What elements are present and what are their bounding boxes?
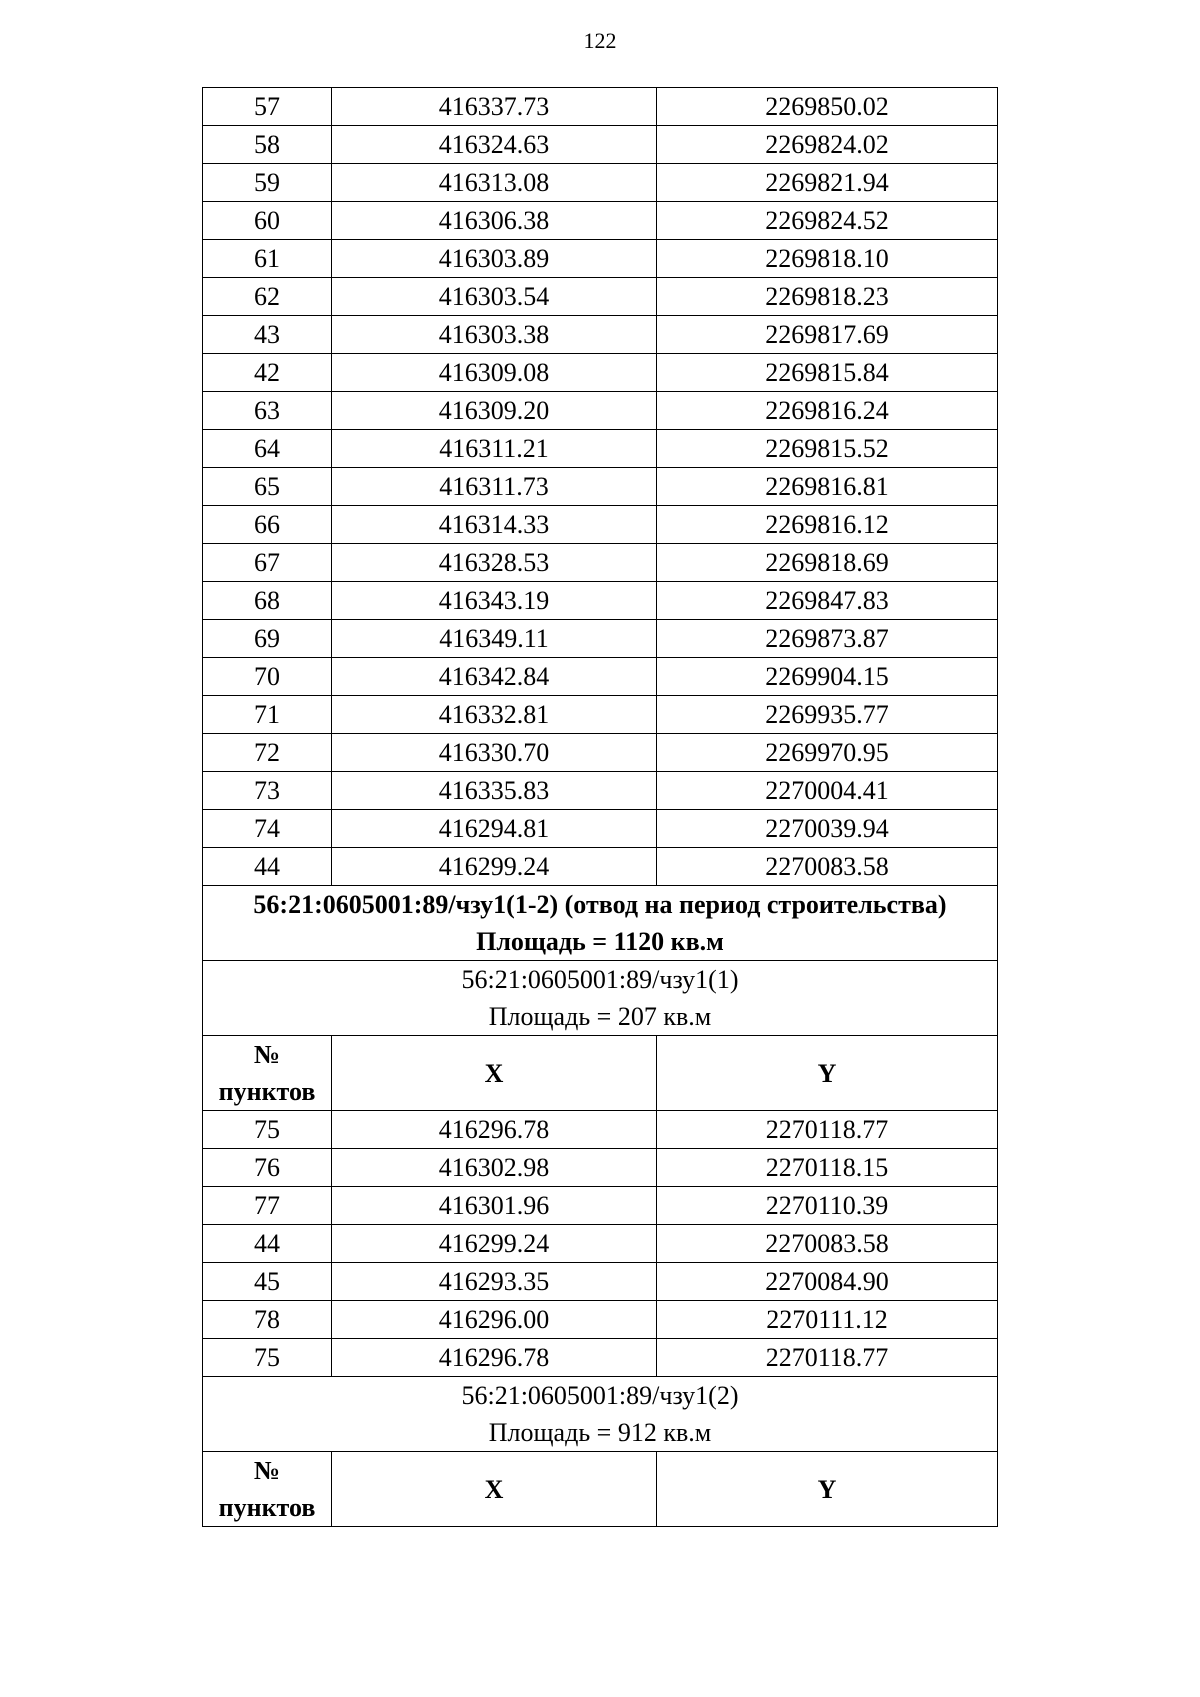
header-y: Y [657, 1036, 998, 1111]
header-x: X [332, 1036, 657, 1111]
point-number-cell: 57 [203, 88, 332, 126]
y-cell: 2269824.52 [657, 202, 998, 240]
table-row [203, 468, 998, 506]
table-row [203, 1187, 998, 1225]
y-cell: 2270111.12 [657, 1301, 998, 1339]
section-title: 56:21:0605001:89/чзу1(1-2) (отвод на период строительства) [253, 890, 947, 919]
y-cell: 2269816.81 [657, 468, 998, 506]
table-row [203, 278, 998, 316]
table-row [203, 696, 998, 734]
subsection-2-row [203, 1377, 998, 1452]
x-cell: 416299.24 [332, 848, 657, 886]
section-title-cell [203, 886, 998, 961]
y-cell: 2269935.77 [657, 696, 998, 734]
point-number-cell: 77 [203, 1187, 332, 1225]
x-cell: 416296.78 [332, 1339, 657, 1377]
y-cell: 2269873.87 [657, 620, 998, 658]
x-cell: 416302.98 [332, 1149, 657, 1187]
point-number-cell: 71 [203, 696, 332, 734]
y-cell: 2270083.58 [657, 1225, 998, 1263]
y-cell: 2269816.12 [657, 506, 998, 544]
y-cell: 2270004.41 [657, 772, 998, 810]
y-cell: 2269850.02 [657, 88, 998, 126]
x-cell: 416313.08 [332, 164, 657, 202]
point-number-cell: 68 [203, 582, 332, 620]
x-cell: 416296.00 [332, 1301, 657, 1339]
header-row-1 [203, 1036, 998, 1111]
y-cell: 2269817.69 [657, 316, 998, 354]
header-num-label: пунктов [218, 1493, 316, 1522]
x-cell: 416309.08 [332, 354, 657, 392]
x-cell: 416303.54 [332, 278, 657, 316]
y-cell: 2269818.10 [657, 240, 998, 278]
point-number-cell: 72 [203, 734, 332, 772]
x-cell: 416311.21 [332, 430, 657, 468]
point-number-cell: 66 [203, 506, 332, 544]
subsection-1-area: Площадь = 207 кв.м [488, 1002, 712, 1031]
header-num [203, 1036, 332, 1111]
y-cell: 2270083.58 [657, 848, 998, 886]
point-number-cell: 76 [203, 1149, 332, 1187]
point-number-cell: 43 [203, 316, 332, 354]
table-row [203, 392, 998, 430]
point-number-cell: 44 [203, 848, 332, 886]
table-row [203, 316, 998, 354]
point-number-cell: 62 [203, 278, 332, 316]
table-row [203, 88, 998, 126]
x-cell: 416332.81 [332, 696, 657, 734]
header-y: Y [657, 1452, 998, 1527]
table-row [203, 1263, 998, 1301]
point-number-cell: 58 [203, 126, 332, 164]
x-cell: 416294.81 [332, 810, 657, 848]
x-cell: 416324.63 [332, 126, 657, 164]
x-cell: 416296.78 [332, 1111, 657, 1149]
table-row [203, 430, 998, 468]
point-number-cell: 42 [203, 354, 332, 392]
point-number-cell: 74 [203, 810, 332, 848]
y-cell: 2269815.52 [657, 430, 998, 468]
point-number-cell: 75 [203, 1339, 332, 1377]
x-cell: 416314.33 [332, 506, 657, 544]
y-cell: 2269970.95 [657, 734, 998, 772]
point-number-cell: 60 [203, 202, 332, 240]
y-cell: 2269824.02 [657, 126, 998, 164]
table-row [203, 734, 998, 772]
x-cell: 416303.89 [332, 240, 657, 278]
subsection-1-cell [203, 961, 998, 1036]
section-area: Площадь = 1120 кв.м [476, 927, 724, 956]
y-cell: 2269818.23 [657, 278, 998, 316]
x-cell: 416299.24 [332, 1225, 657, 1263]
y-cell: 2270084.90 [657, 1263, 998, 1301]
x-cell: 416306.38 [332, 202, 657, 240]
table-row [203, 1225, 998, 1263]
table-row [203, 1111, 998, 1149]
y-cell: 2269818.69 [657, 544, 998, 582]
point-number-cell: 65 [203, 468, 332, 506]
subsection-2-area: Площадь = 912 кв.м [488, 1418, 712, 1447]
table-row [203, 848, 998, 886]
y-cell: 2269816.24 [657, 392, 998, 430]
x-cell: 416301.96 [332, 1187, 657, 1225]
table-row [203, 1149, 998, 1187]
y-cell: 2269821.94 [657, 164, 998, 202]
table-row [203, 164, 998, 202]
table-row [203, 240, 998, 278]
coordinates-table [202, 87, 998, 1527]
x-cell: 416342.84 [332, 658, 657, 696]
table-row [203, 202, 998, 240]
header-num-symbol: № [253, 1456, 281, 1485]
y-cell: 2270118.15 [657, 1149, 998, 1187]
x-cell: 416330.70 [332, 734, 657, 772]
header-num [203, 1452, 332, 1527]
point-number-cell: 67 [203, 544, 332, 582]
table-row [203, 1301, 998, 1339]
y-cell: 2269847.83 [657, 582, 998, 620]
y-cell: 2269904.15 [657, 658, 998, 696]
table-row [203, 772, 998, 810]
section-title-row [203, 886, 998, 961]
x-cell: 416303.38 [332, 316, 657, 354]
header-num-symbol: № [253, 1040, 281, 1069]
point-number-cell: 75 [203, 1111, 332, 1149]
page-number: 122 [583, 28, 617, 53]
subsection-1-title: 56:21:0605001:89/чзу1(1) [461, 965, 739, 994]
point-number-cell: 69 [203, 620, 332, 658]
subsection-2-cell [203, 1377, 998, 1452]
y-cell: 2270118.77 [657, 1339, 998, 1377]
table-row [203, 1339, 998, 1377]
table-row [203, 126, 998, 164]
y-cell: 2270118.77 [657, 1111, 998, 1149]
subsection-2-title: 56:21:0605001:89/чзу1(2) [461, 1381, 739, 1410]
point-number-cell: 59 [203, 164, 332, 202]
header-x: X [332, 1452, 657, 1527]
subsection-1-rows-body [203, 1111, 998, 1377]
point-number-cell: 44 [203, 1225, 332, 1263]
header-num-label: пунктов [218, 1077, 316, 1106]
table-row [203, 582, 998, 620]
table-row [203, 354, 998, 392]
x-cell: 416349.11 [332, 620, 657, 658]
point-number-cell: 78 [203, 1301, 332, 1339]
table-row [203, 544, 998, 582]
header-row-2 [203, 1452, 998, 1527]
x-cell: 416328.53 [332, 544, 657, 582]
subsection-1-row [203, 961, 998, 1036]
x-cell: 416335.83 [332, 772, 657, 810]
table-row [203, 620, 998, 658]
table-row [203, 506, 998, 544]
table-row [203, 658, 998, 696]
point-number-cell: 61 [203, 240, 332, 278]
x-cell: 416293.35 [332, 1263, 657, 1301]
x-cell: 416311.73 [332, 468, 657, 506]
y-cell: 2270039.94 [657, 810, 998, 848]
point-number-cell: 45 [203, 1263, 332, 1301]
y-cell: 2269815.84 [657, 354, 998, 392]
y-cell: 2270110.39 [657, 1187, 998, 1225]
point-number-cell: 73 [203, 772, 332, 810]
table-row [203, 810, 998, 848]
point-number-cell: 64 [203, 430, 332, 468]
x-cell: 416337.73 [332, 88, 657, 126]
x-cell: 416343.19 [332, 582, 657, 620]
top-rows-body [203, 88, 998, 886]
x-cell: 416309.20 [332, 392, 657, 430]
point-number-cell: 63 [203, 392, 332, 430]
point-number-cell: 70 [203, 658, 332, 696]
